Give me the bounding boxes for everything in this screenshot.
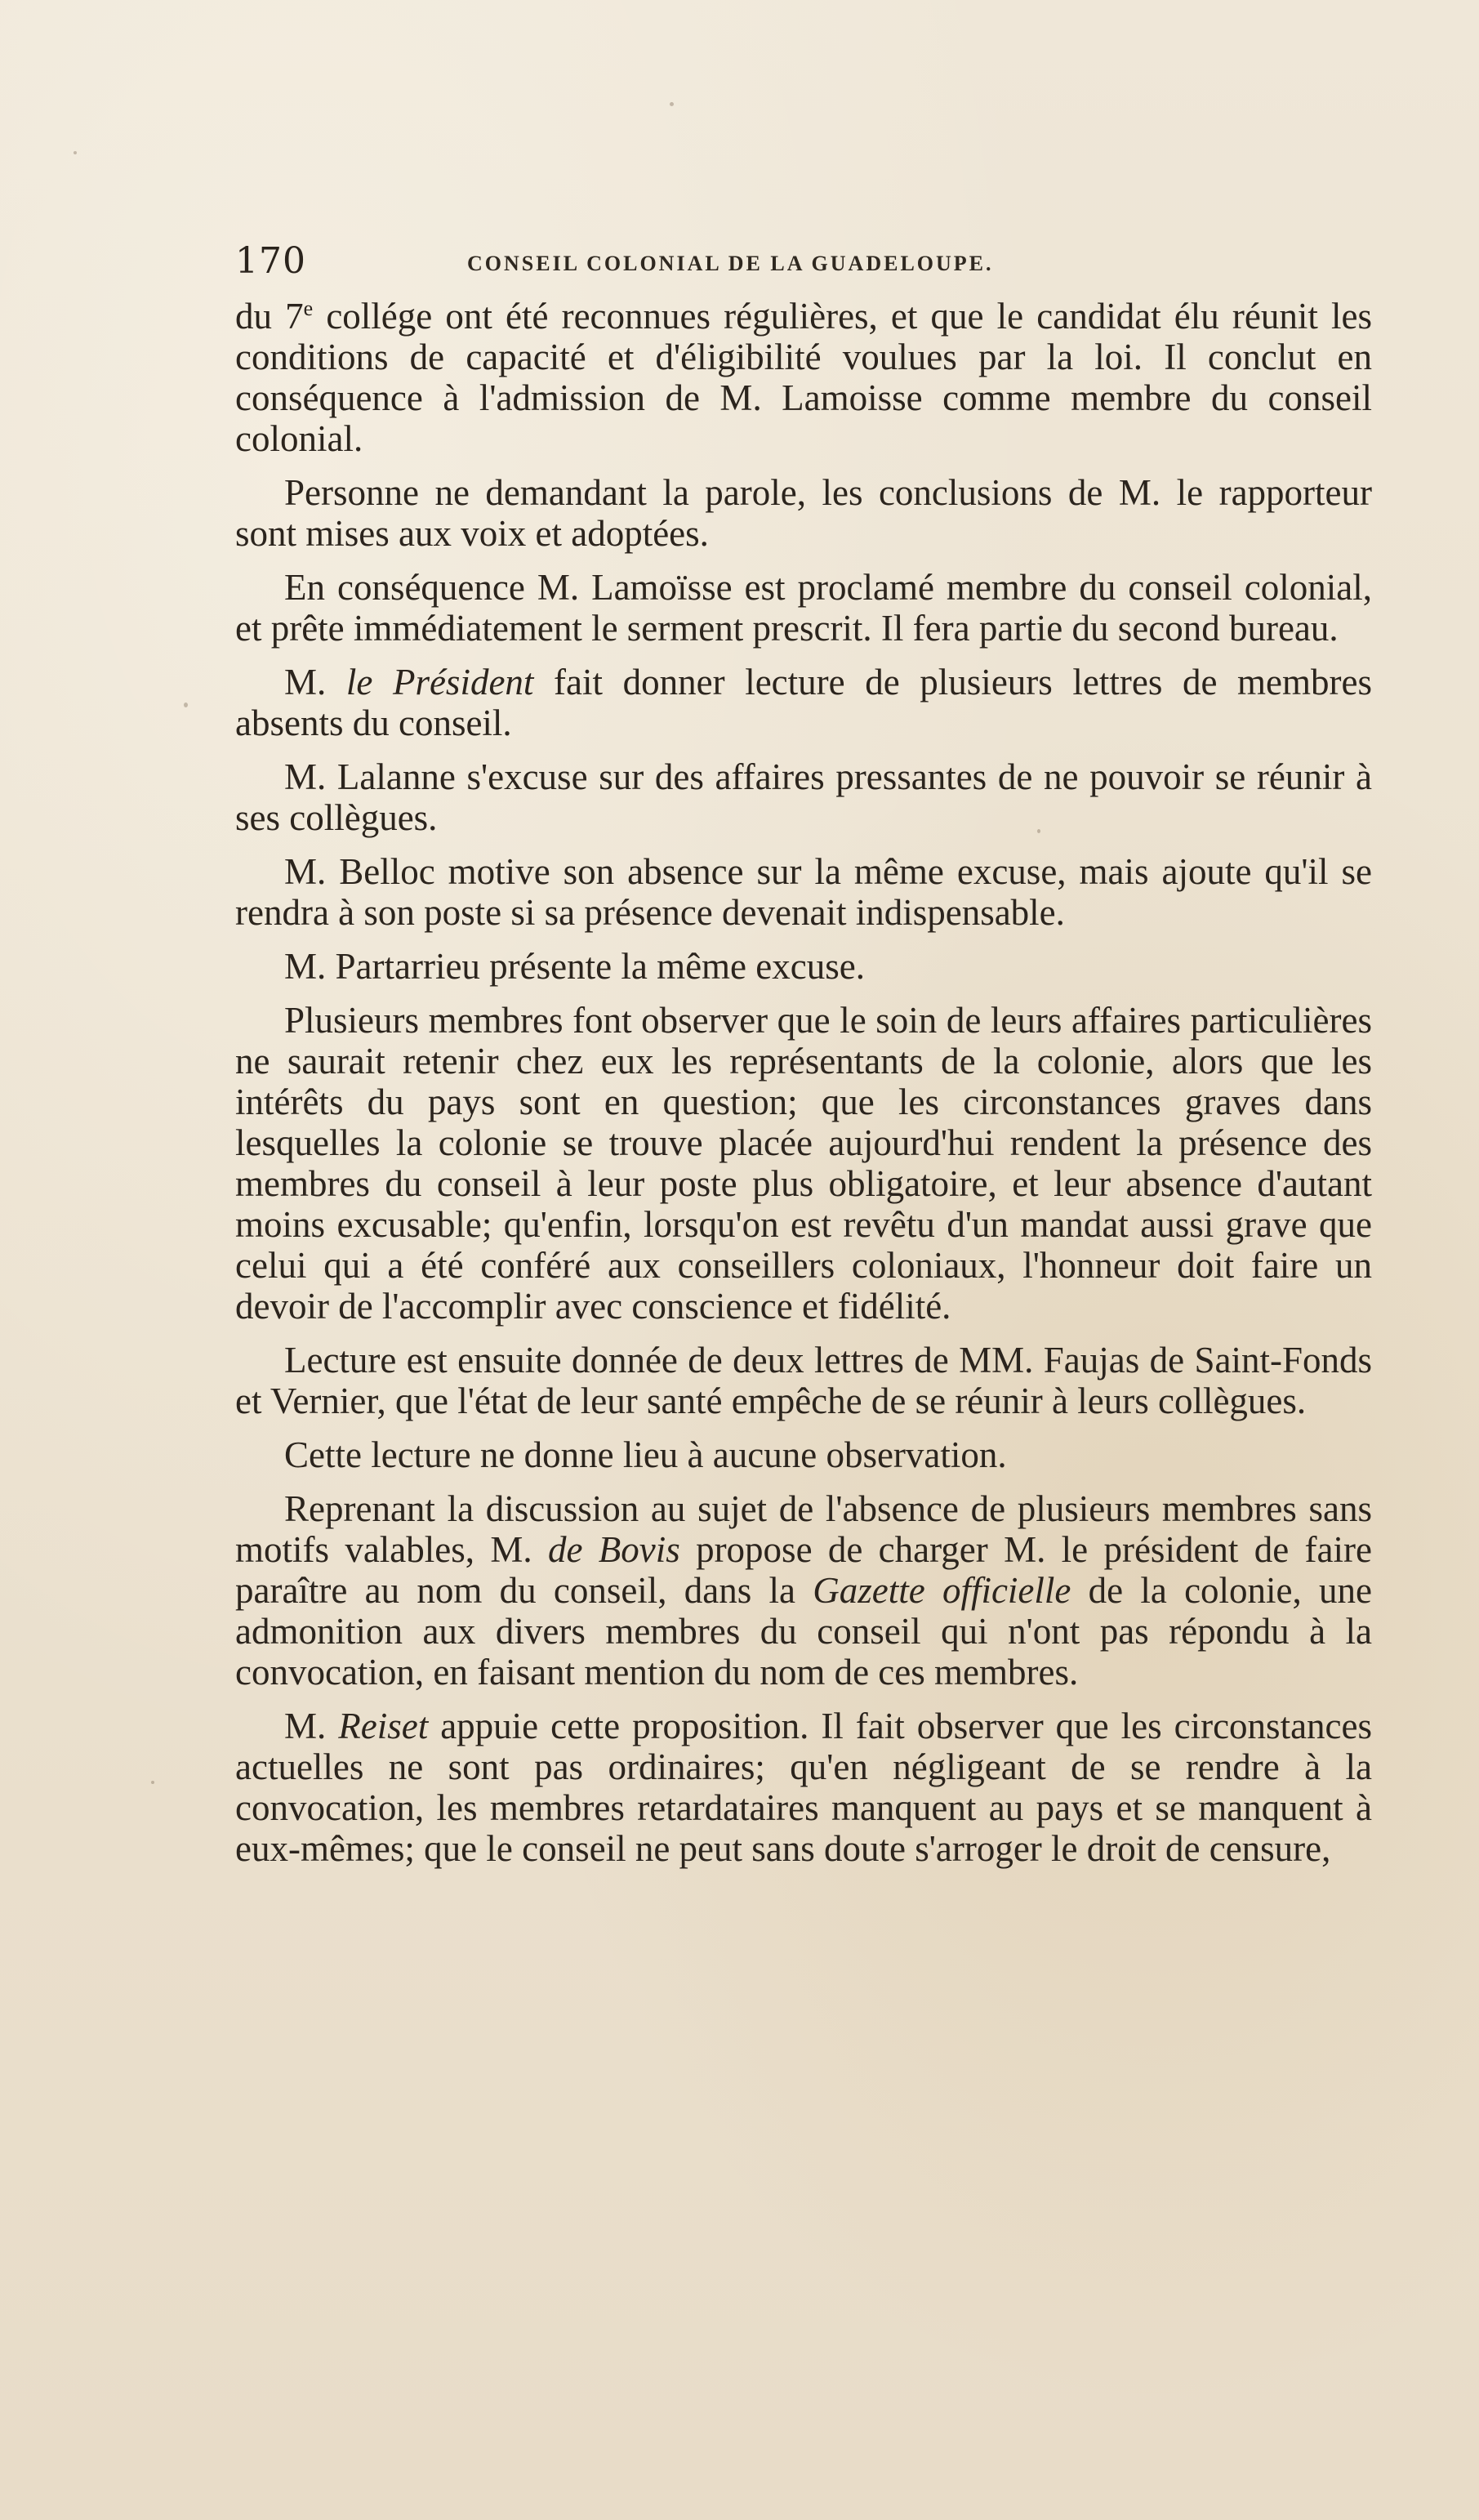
italic-name: Reiset [338, 1706, 429, 1746]
paragraph: Plusieurs membres font observer que le soin de leurs affaires particulières ne saurait retenir chez eux les représentants de la colonie, alors que les intérêts du pays sont en question; que les circonstances graves dans lesquelles la colonie se trouve placée aujourd'hui rendent la présence des membres du conseil à leur poste plus obligatoire, et leur absence d'autant moins excusable; qu'enfin, lorsqu'on est revêtu d'un mandat aussi grave que celui qui a été conféré aux conseillers coloniaux, l'honneur doit faire un devoir de l'accomplir avec conscience et fidélité. [235, 1000, 1372, 1327]
paragraph: M. Belloc motive son absence sur la même excuse, mais ajoute qu'il se rendra à son poste si sa présence devenait indispensable. [235, 851, 1372, 933]
text-run: Reprenant la discussion au sujet de l'absence de plusieurs membres sans motifs valables, M. [235, 1488, 1372, 1570]
paper-speck [74, 151, 77, 154]
text-run: de la colonie, une admonition aux divers membres du conseil qui n'ont pas répondu à la convocation, en faisant mention du nom de ces membres. [235, 1570, 1372, 1693]
paragraph: En conséquence M. Lamoïsse est proclamé membre du conseil colonial, et prête immédiatement le serment prescrit. Il fera partie du second bureau. [235, 567, 1372, 649]
paragraph [235, 662, 1372, 743]
text-run: M. [284, 1706, 339, 1746]
page-number: 170 [235, 240, 306, 282]
text-run: fait donner lecture de plusieurs lettres de membres absents du conseil. [235, 662, 1372, 743]
italic-name: le Président [345, 662, 534, 702]
paper-speck [670, 102, 674, 106]
italic-title: Gazette officielle [813, 1570, 1071, 1611]
text-run: propose de charger M. le président de faire paraître au nom du conseil, dans la [235, 1529, 1372, 1611]
paragraph [235, 1488, 1372, 1693]
page-header [235, 237, 1372, 286]
italic-name: de Bovis [547, 1529, 680, 1570]
paper-speck [151, 1781, 154, 1784]
paragraph: Personne ne demandant la parole, les conclusions de M. le rapporteur sont mises aux voix et adoptées. [235, 472, 1372, 554]
superscript: e [303, 297, 314, 320]
paragraph: Lecture est ensuite donnée de deux lettres de MM. Faujas de Saint-Fonds et Vernier, que l'état de leur santé empêche de se réunir à leurs collègues. [235, 1340, 1372, 1421]
text-run: M. [284, 662, 346, 702]
paragraph: Cette lecture ne donne lieu à aucune observation. [284, 1434, 1007, 1475]
running-title: CONSEIL COLONIAL DE LA GUADELOUPE. [467, 252, 994, 275]
paragraph [235, 1706, 1372, 1869]
text-run: collége ont été reconnues régulières, et que le candidat élu réunit les conditions de capacité et d'éligibilité voulues par la loi. Il conclut en conséquence à l'admission de M. Lamoisse comme membre du conseil colonial. [235, 296, 1372, 459]
paragraph: M. Lalanne s'excuse sur des affaires pressantes de ne pouvoir se réunir à ses collègues. [235, 756, 1372, 838]
text-run: du 7 [235, 296, 304, 337]
paragraph [235, 296, 1372, 459]
paper-speck [1037, 829, 1040, 833]
paragraph: M. Partarrieu présente la même excuse. [284, 946, 865, 987]
body-text [235, 296, 1372, 1882]
text-run: appuie cette proposition. Il fait observer que les circonstances actuelles ne sont pas ordinaires; qu'en négligeant de se rendre à la convocation, les membres retardataires manquent au pays et se manquent à eux-mêmes; que le conseil ne peut sans doute s'arroger le droit de censure, [235, 1706, 1372, 1869]
paper-speck [184, 702, 188, 707]
